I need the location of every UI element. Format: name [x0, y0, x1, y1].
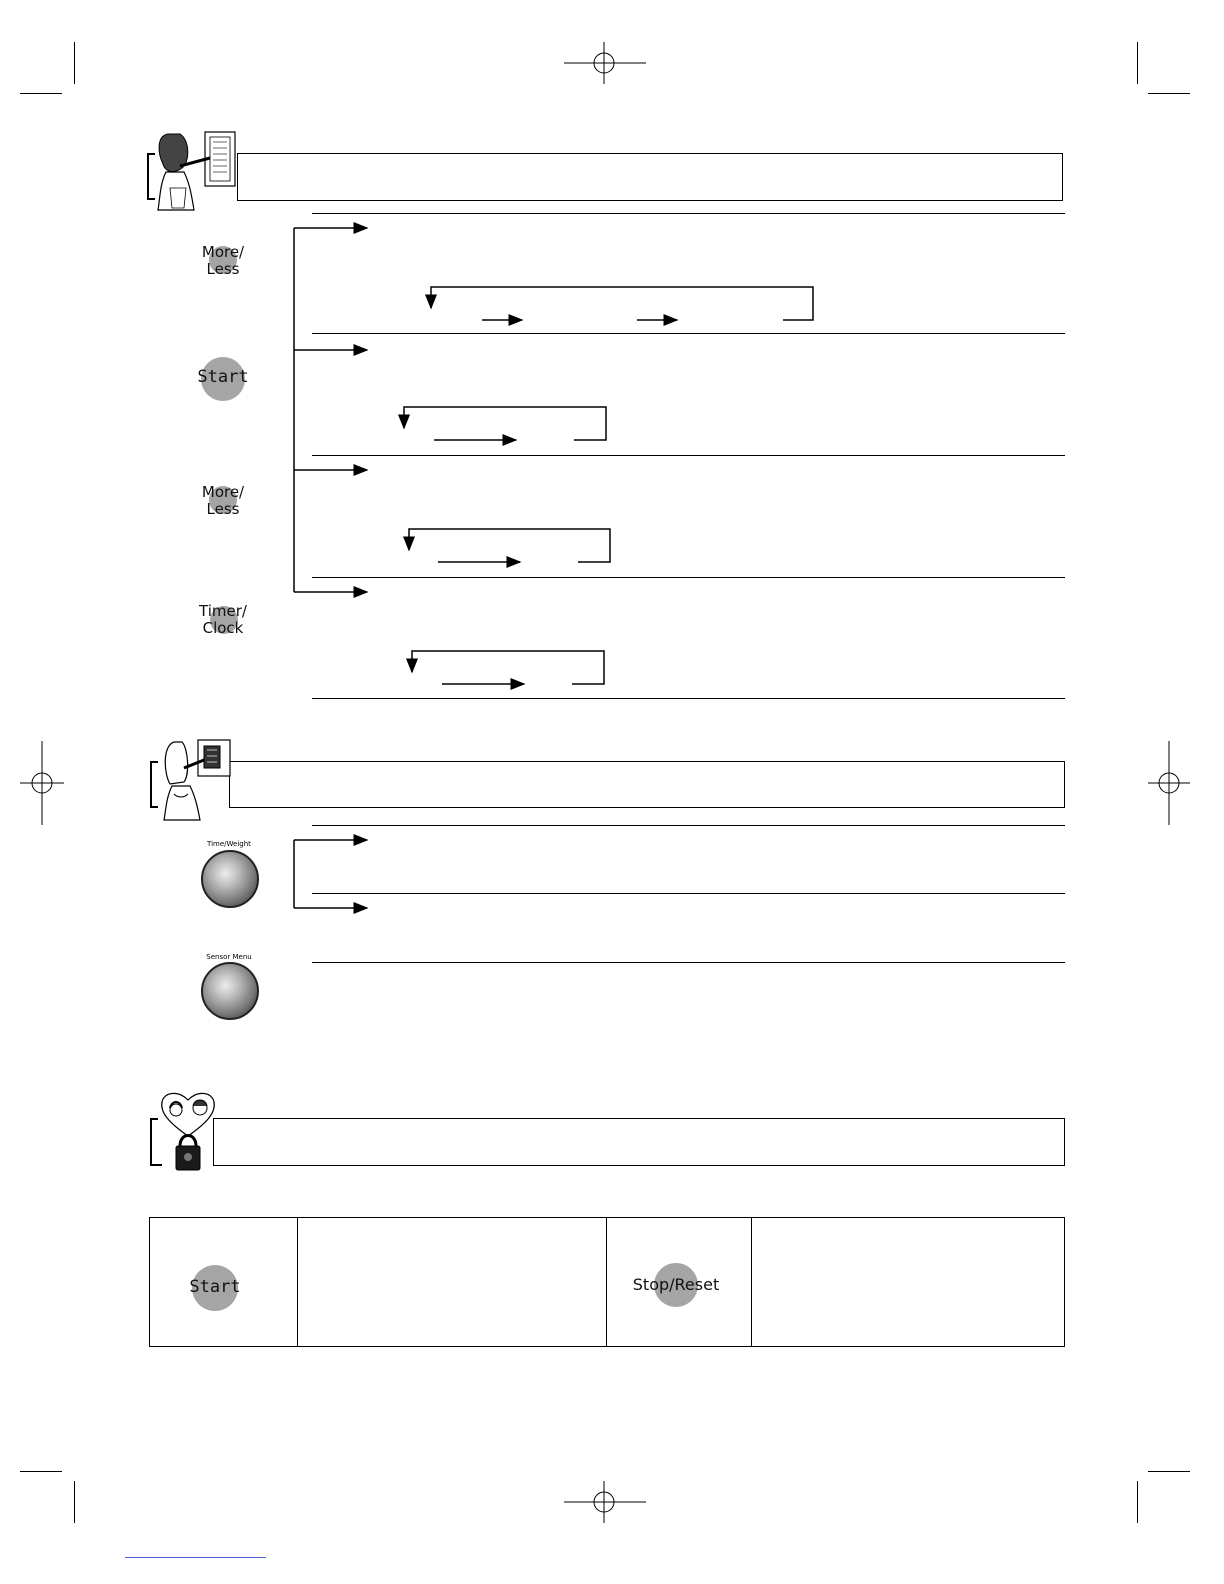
- time-weight-dial[interactable]: [201, 850, 259, 908]
- start-button-label: Start: [197, 367, 249, 387]
- section-header-3: [213, 1118, 1065, 1166]
- stop-reset-label: Stop/Reset: [632, 1275, 720, 1294]
- timer-clock-line2: Clock: [202, 619, 244, 637]
- table-cell-stop-description: [751, 1217, 1065, 1347]
- sensor-menu-dial-label: Sensor Menu: [206, 953, 252, 961]
- child-lock-start-label: Start: [189, 1277, 241, 1297]
- sensor-menu-dial[interactable]: [201, 962, 259, 1020]
- child-lock-start-button[interactable]: [182, 1279, 248, 1296]
- more-less-1-line1: More/: [201, 243, 245, 261]
- more-less-1-line2: Less: [206, 260, 240, 278]
- timer-clock-line1: Timer/: [199, 602, 247, 620]
- more-less-2-line2: Less: [206, 500, 240, 518]
- child-lock-icon: [158, 1088, 218, 1176]
- more-less-2-line1: More/: [201, 483, 245, 501]
- table-cell-start-description: [297, 1217, 607, 1347]
- stop-reset-button[interactable]: [626, 1276, 726, 1293]
- time-weight-dial-label: Time/Weight: [207, 840, 251, 848]
